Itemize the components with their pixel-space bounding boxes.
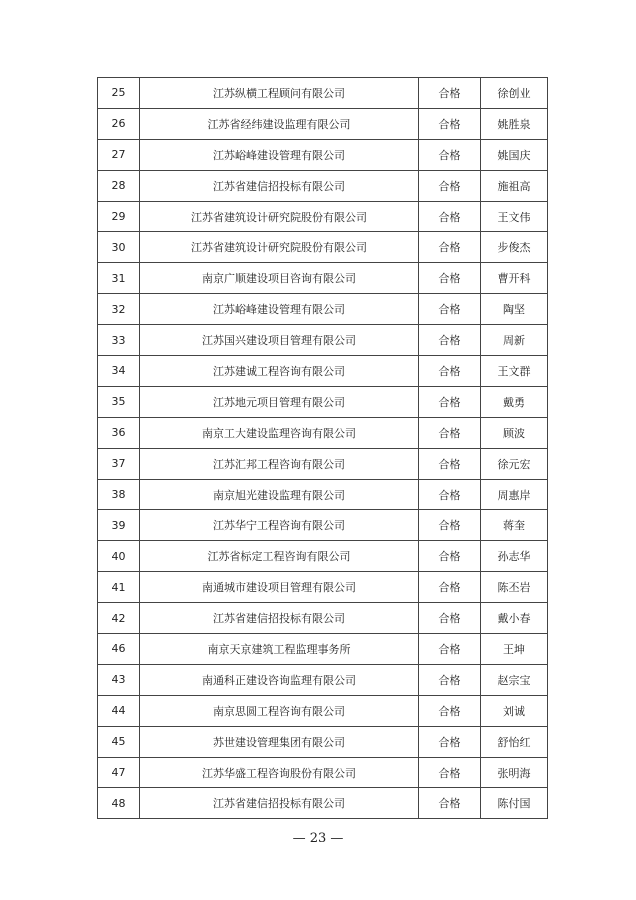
result-cell: 合格 [419, 417, 481, 448]
company-name-cell: 南京旭光建设监理有限公司 [140, 479, 419, 510]
company-name-cell: 江苏纵横工程顾问有限公司 [140, 78, 419, 109]
result-cell: 合格 [419, 788, 481, 819]
table-row [98, 263, 548, 294]
table-row [98, 541, 548, 572]
person-name-cell: 周惠岸 [481, 479, 548, 510]
person-name-cell: 陶坚 [481, 294, 548, 325]
result-cell: 合格 [419, 108, 481, 139]
result-cell: 合格 [419, 170, 481, 201]
row-number-cell: 44 [98, 695, 140, 726]
company-name-cell: 南京工大建设监理咨询有限公司 [140, 417, 419, 448]
table-row [98, 108, 548, 139]
result-cell: 合格 [419, 448, 481, 479]
company-name-cell: 江苏地元项目管理有限公司 [140, 386, 419, 417]
company-name-cell: 南京思圆工程咨询有限公司 [140, 695, 419, 726]
table-row [98, 479, 548, 510]
result-cell: 合格 [419, 325, 481, 356]
result-cell: 合格 [419, 479, 481, 510]
person-name-cell: 步俊杰 [481, 232, 548, 263]
row-number-cell: 42 [98, 603, 140, 634]
row-number-cell: 27 [98, 139, 140, 170]
company-name-cell: 江苏省建筑设计研究院股份有限公司 [140, 232, 419, 263]
person-name-cell: 刘诚 [481, 695, 548, 726]
result-cell: 合格 [419, 78, 481, 109]
row-number-cell: 47 [98, 757, 140, 788]
table-row [98, 356, 548, 387]
table-row [98, 664, 548, 695]
row-number-cell: 28 [98, 170, 140, 201]
table-row [98, 726, 548, 757]
row-number-cell: 36 [98, 417, 140, 448]
table-row [98, 603, 548, 634]
table-row [98, 634, 548, 665]
result-cell: 合格 [419, 757, 481, 788]
company-name-cell: 江苏省经纬建设监理有限公司 [140, 108, 419, 139]
result-cell: 合格 [419, 139, 481, 170]
person-name-cell: 王坤 [481, 634, 548, 665]
person-name-cell: 徐创业 [481, 78, 548, 109]
person-name-cell: 陈付国 [481, 788, 548, 819]
company-name-cell: 江苏建诚工程咨询有限公司 [140, 356, 419, 387]
result-cell: 合格 [419, 294, 481, 325]
person-name-cell: 蒋奎 [481, 510, 548, 541]
company-name-cell: 南京广顺建设项目咨询有限公司 [140, 263, 419, 294]
table-row [98, 139, 548, 170]
person-name-cell: 顾波 [481, 417, 548, 448]
table-row [98, 78, 548, 109]
table-row [98, 386, 548, 417]
table-row [98, 325, 548, 356]
table-row [98, 448, 548, 479]
company-name-cell: 江苏国兴建设项目管理有限公司 [140, 325, 419, 356]
row-number-cell: 34 [98, 356, 140, 387]
row-number-cell: 33 [98, 325, 140, 356]
person-name-cell: 姚胜泉 [481, 108, 548, 139]
person-name-cell: 戴勇 [481, 386, 548, 417]
result-cell: 合格 [419, 356, 481, 387]
result-cell: 合格 [419, 541, 481, 572]
company-name-cell: 江苏汇邦工程咨询有限公司 [140, 448, 419, 479]
person-name-cell: 戴小春 [481, 603, 548, 634]
table-row [98, 201, 548, 232]
result-cell: 合格 [419, 695, 481, 726]
company-name-cell: 江苏省建筑设计研究院股份有限公司 [140, 201, 419, 232]
row-number-cell: 26 [98, 108, 140, 139]
person-name-cell: 孙志华 [481, 541, 548, 572]
table-row [98, 757, 548, 788]
roster-body [98, 78, 548, 819]
row-number-cell: 37 [98, 448, 140, 479]
row-number-cell: 45 [98, 726, 140, 757]
row-number-cell: 32 [98, 294, 140, 325]
person-name-cell: 周新 [481, 325, 548, 356]
person-name-cell: 陈丕岩 [481, 572, 548, 603]
person-name-cell: 舒怡红 [481, 726, 548, 757]
result-cell: 合格 [419, 572, 481, 603]
row-number-cell: 38 [98, 479, 140, 510]
table-row [98, 417, 548, 448]
result-cell: 合格 [419, 232, 481, 263]
company-name-cell: 南通城市建设项目管理有限公司 [140, 572, 419, 603]
company-name-cell: 江苏省建信招投标有限公司 [140, 788, 419, 819]
roster-table [97, 77, 548, 819]
company-name-cell: 苏世建设管理集团有限公司 [140, 726, 419, 757]
table-row [98, 232, 548, 263]
person-name-cell: 徐元宏 [481, 448, 548, 479]
company-name-cell: 江苏省标定工程咨询有限公司 [140, 541, 419, 572]
company-name-cell: 江苏华宁工程咨询有限公司 [140, 510, 419, 541]
row-number-cell: 43 [98, 664, 140, 695]
company-name-cell: 江苏峪峰建设管理有限公司 [140, 294, 419, 325]
result-cell: 合格 [419, 510, 481, 541]
row-number-cell: 25 [98, 78, 140, 109]
row-number-cell: 30 [98, 232, 140, 263]
company-name-cell: 江苏省建信招投标有限公司 [140, 603, 419, 634]
table-row [98, 788, 548, 819]
result-cell: 合格 [419, 386, 481, 417]
person-name-cell: 姚国庆 [481, 139, 548, 170]
company-name-cell: 江苏华盛工程咨询股份有限公司 [140, 757, 419, 788]
table-row [98, 170, 548, 201]
row-number-cell: 46 [98, 634, 140, 665]
row-number-cell: 48 [98, 788, 140, 819]
row-number-cell: 39 [98, 510, 140, 541]
row-number-cell: 40 [98, 541, 140, 572]
result-cell: 合格 [419, 201, 481, 232]
company-name-cell: 江苏省建信招投标有限公司 [140, 170, 419, 201]
result-cell: 合格 [419, 263, 481, 294]
person-name-cell: 王文伟 [481, 201, 548, 232]
result-cell: 合格 [419, 603, 481, 634]
page-number: — 23 — [292, 831, 344, 846]
row-number-cell: 41 [98, 572, 140, 603]
result-cell: 合格 [419, 726, 481, 757]
result-cell: 合格 [419, 634, 481, 665]
company-name-cell: 南京天京建筑工程监理事务所 [140, 634, 419, 665]
table-row [98, 695, 548, 726]
person-name-cell: 王文群 [481, 356, 548, 387]
company-name-cell: 江苏峪峰建设管理有限公司 [140, 139, 419, 170]
company-name-cell: 南通科正建设咨询监理有限公司 [140, 664, 419, 695]
table-row [98, 510, 548, 541]
result-cell: 合格 [419, 664, 481, 695]
person-name-cell: 施祖高 [481, 170, 548, 201]
row-number-cell: 31 [98, 263, 140, 294]
table-row [98, 572, 548, 603]
person-name-cell: 赵宗宝 [481, 664, 548, 695]
table-row [98, 294, 548, 325]
row-number-cell: 35 [98, 386, 140, 417]
person-name-cell: 曹开科 [481, 263, 548, 294]
person-name-cell: 张明海 [481, 757, 548, 788]
row-number-cell: 29 [98, 201, 140, 232]
